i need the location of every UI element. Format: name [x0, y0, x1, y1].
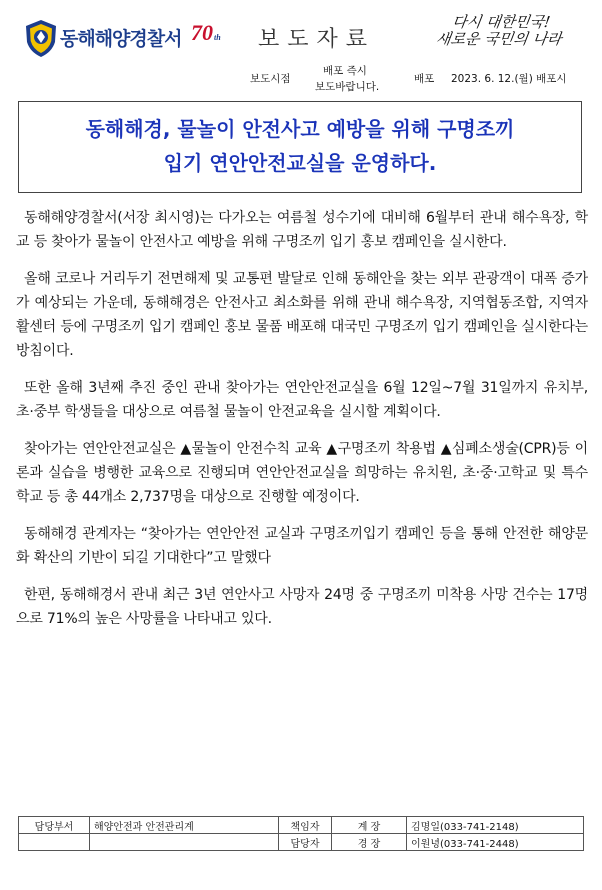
coast-guard-emblem-icon: [22, 18, 60, 58]
headline-line-2: 입기 연안안전교실을 운영하다.: [163, 151, 437, 175]
paragraph-2: 올해 코로나 거리두기 전면해제 및 교통편 발달로 인해 동해안을 찾는 외부 관광객이 대폭 증가가 예상되는 가운데, 동해해경은 안전사고 최소화를 위해 관내 해수욕장, 지역협동조합, 지역자활센터 등에 구명조끼 입기 캠페인 홍보 물품 배포해 대국민 구명조끼 입기 캠페인을 실시한다는 방침이다.: [16, 271, 588, 359]
release-time-label: 보도시점: [250, 73, 291, 85]
government-slogan: [413, 14, 588, 48]
document-header: [0, 0, 602, 68]
anniversary-number: 70: [191, 20, 213, 45]
dept-value: 해양안전과 안전관리계: [90, 817, 279, 834]
slogan-line-2: 새로운 국민의 나라: [434, 30, 563, 48]
anniversary-70th: [191, 20, 221, 46]
paragraph-5: 동해해경 관계자는 “찾아가는 연안안전 교실과 구명조끼입기 캠페인 등을 통해 안전한 해양문화 확산의 기반이 되길 기대한다”고 말했다: [16, 526, 588, 566]
release-time-value-2: 보도바랍니다.: [315, 81, 380, 93]
headline-line-1: 동해해경, 물놀이 안전사고 예방을 위해 구명조끼: [85, 117, 515, 141]
paragraph-4: 찾아가는 연안안전교실은 ▲물놀이 안전수칙 교육 ▲구명조끼 착용법 ▲심폐소생술(CPR)등 이론과 실습을 병행한 교육으로 진행되며 연안안전교실을 희망하는 유치원, 초·중·고학교 및 특수학교 등 총 44개소 2,737명을 대상으로 진행할 예정이다.: [16, 441, 588, 505]
paragraph-1: 동해해양경찰서(서장 최시영)는 다가오는 여름철 성수기에 대비해 6월부터 관내 해수욕장, 학교 등 찾아가 물놀이 안전사고 예방을 위해 구명조끼 입기 홍보 캠페인을 실시한다.: [16, 210, 588, 250]
release-time-value-1: 배포 즉시: [323, 65, 367, 77]
staff-contact: 이원녕(033-741-2448): [407, 834, 584, 851]
headline-box: [18, 101, 582, 193]
responsible-contact: 김명일(033-741-2148): [407, 817, 584, 834]
agency-logo: [22, 18, 242, 58]
contact-table: [18, 816, 584, 851]
org-name: 동해해양경찰서: [60, 28, 182, 50]
responsible-title: 계 장: [332, 817, 407, 834]
contact-row-2: [19, 834, 584, 851]
release-info: [0, 62, 602, 96]
article-body: [16, 206, 588, 644]
dept-label: 담당부서: [19, 817, 90, 834]
anniversary-suffix: th: [214, 33, 221, 42]
staff-title: 경 장: [332, 834, 407, 851]
press-release-title: 보도자료: [258, 27, 376, 52]
empty-cell: [90, 834, 279, 851]
headline: [19, 112, 581, 180]
slogan-line-1: 다시 대한민국!: [451, 13, 552, 31]
empty-cell: [19, 834, 90, 851]
paragraph-6: 한편, 동해해경서 관내 최근 3년 연안사고 사망자 24명 중 구명조끼 미착용 사망 건수는 17명으로 71%의 높은 사망률을 나타내고 있다.: [16, 587, 588, 627]
distribution-date: 2023. 6. 12.(월) 배포시: [451, 73, 567, 85]
contact-row-1: [19, 817, 584, 834]
staff-label: 담당자: [279, 834, 332, 851]
distribution-label: 배포: [414, 73, 435, 85]
paragraph-3: 또한 올해 3년째 추진 중인 관내 찾아가는 연안안전교실을 6월 12일~7월 31일까지 유치부, 초·중부 학생들을 대상으로 여름철 물놀이 안전교육을 실시할 계획이다.: [16, 380, 588, 420]
responsible-label: 책임자: [279, 817, 332, 834]
